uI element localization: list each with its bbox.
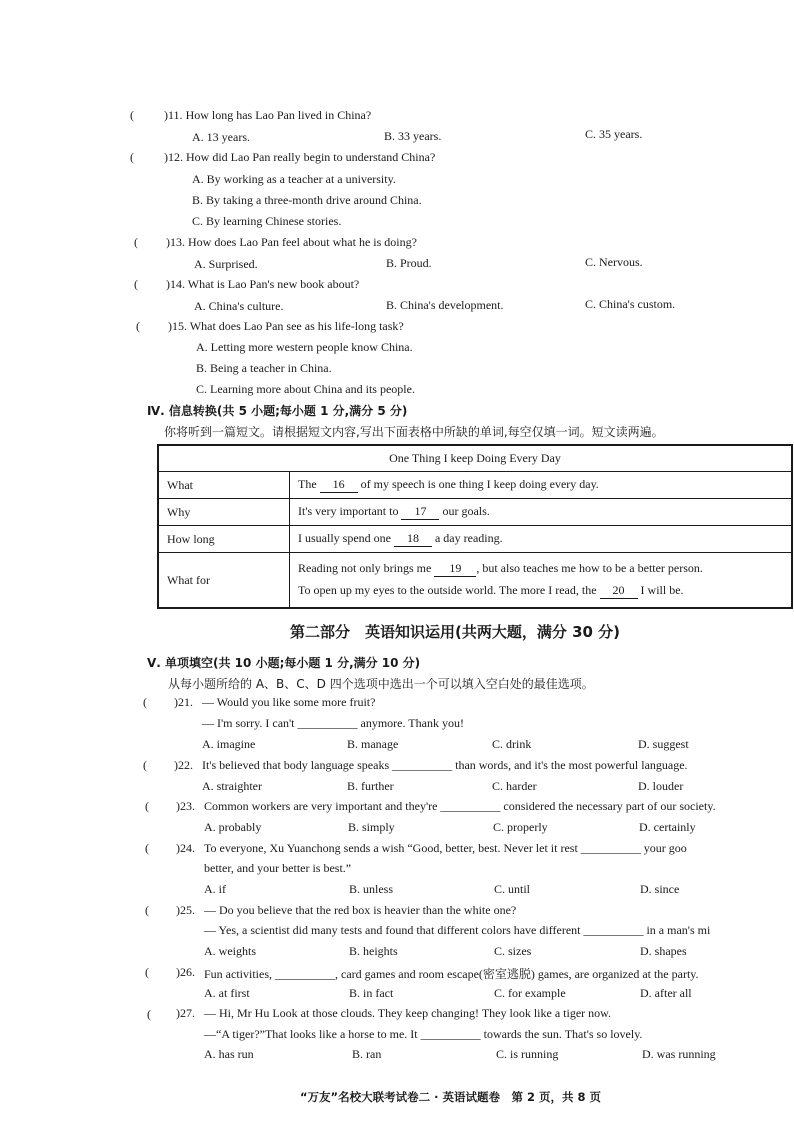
question-line: — Would you like some more fruit? bbox=[202, 695, 376, 709]
row-label: How long bbox=[158, 526, 290, 553]
option-c[interactable]: C. By learning Chinese stories. bbox=[192, 214, 342, 228]
option-b[interactable]: B. Being a teacher in China. bbox=[196, 361, 332, 375]
section-4-instruction: 你将听到一篇短文。请根据短文内容,写出下面表格中所缺的单词,每空仅填一词。短文读两遍。 bbox=[164, 425, 664, 439]
option-c[interactable]: C. China's custom. bbox=[585, 297, 676, 311]
page-footer: “万友”名校大联考试卷二 · 英语试题卷 第 2 页，共 8 页 bbox=[300, 1090, 602, 1104]
row-content: Reading not only brings me 19 , but also teaches me how to be a better person. To open up my eyes to the outside world. The more I read, the 20 I will be. bbox=[290, 553, 793, 609]
option-b[interactable]: B. heights bbox=[349, 944, 398, 958]
table-row bbox=[158, 553, 792, 609]
question-number: )24. bbox=[176, 841, 195, 855]
answer-paren[interactable]: ( bbox=[143, 758, 147, 772]
answer-paren[interactable]: ( bbox=[134, 277, 138, 291]
question-line: Fun activities, __________, card games and room escape(密室逃脱) games, are organized at the party. bbox=[204, 967, 699, 981]
question-line: —“A tiger?”That looks like a horse to me. It __________ towards the sun. That's so lovely. bbox=[204, 1027, 643, 1041]
question-number: )21. bbox=[174, 695, 193, 709]
option-b[interactable]: B. Proud. bbox=[386, 256, 432, 270]
question-line: Common workers are very important and they're __________ considered the necessary part of our society. bbox=[204, 799, 716, 813]
option-a[interactable]: A. if bbox=[204, 882, 226, 896]
option-b[interactable]: B. By taking a three-month drive around China. bbox=[192, 193, 422, 207]
question-stem: )15. What does Lao Pan see as his life-long task? bbox=[168, 319, 404, 333]
part-2-title: 第二部分 英语知识运用(共两大题，满分 30 分) bbox=[290, 623, 621, 641]
option-a[interactable]: A. Letting more western people know China. bbox=[196, 340, 413, 354]
option-a[interactable]: A. at first bbox=[204, 986, 250, 1000]
answer-paren[interactable]: ( bbox=[145, 799, 149, 813]
option-b[interactable]: B. 33 years. bbox=[384, 129, 442, 143]
row-content: I usually spend one 18 a day reading. bbox=[290, 526, 793, 553]
option-d[interactable]: D. shapes bbox=[640, 944, 687, 958]
table-row bbox=[158, 472, 792, 499]
option-a[interactable]: A. Surprised. bbox=[194, 257, 258, 271]
option-d[interactable]: D. since bbox=[640, 882, 680, 896]
row-label: Why bbox=[158, 499, 290, 526]
option-a[interactable]: A. straighter bbox=[202, 779, 262, 793]
option-c[interactable]: C. Learning more about China and its people. bbox=[196, 382, 415, 396]
question-number: )23. bbox=[176, 799, 195, 813]
option-c[interactable]: C. is running bbox=[496, 1047, 559, 1061]
info-table bbox=[157, 444, 793, 609]
question-stem: )12. How did Lao Pan really begin to understand China? bbox=[164, 150, 436, 164]
blank-17[interactable]: 17 bbox=[401, 504, 439, 520]
question-line: To everyone, Xu Yuanchong sends a wish “Good, better, best. Never let it rest __________ your goo bbox=[204, 841, 687, 855]
answer-paren[interactable]: ( bbox=[134, 235, 138, 249]
section-5-instruction: 从每小题所给的 A、B、C、D 四个选项中选出一个可以填入空白处的最佳选项。 bbox=[168, 677, 594, 691]
question-number: )26. bbox=[176, 965, 195, 979]
option-d[interactable]: D. certainly bbox=[639, 820, 696, 834]
option-a[interactable]: A. 13 years. bbox=[192, 130, 250, 144]
question-line: — Yes, a scientist did many tests and found that different colors have different __________ in a man's mi bbox=[204, 923, 711, 937]
row-label: What bbox=[158, 472, 290, 499]
question-line: — Hi, Mr Hu Look at those clouds. They keep changing! They look like a tiger now. bbox=[204, 1006, 612, 1020]
option-d[interactable]: D. louder bbox=[638, 779, 684, 793]
option-a[interactable]: A. probably bbox=[204, 820, 262, 834]
option-b[interactable]: B. in fact bbox=[349, 986, 394, 1000]
option-c[interactable]: C. sizes bbox=[494, 944, 532, 958]
question-stem: )11. How long has Lao Pan lived in China? bbox=[164, 108, 372, 122]
question-number: )22. bbox=[174, 758, 193, 772]
option-d[interactable]: D. was running bbox=[642, 1047, 716, 1061]
question-stem: )13. How does Lao Pan feel about what he is doing? bbox=[166, 235, 417, 249]
option-b[interactable]: B. ran bbox=[352, 1047, 382, 1061]
table-title: One Thing I keep Doing Every Day bbox=[158, 445, 792, 472]
blank-19[interactable]: 19 bbox=[434, 561, 476, 577]
blank-18[interactable]: 18 bbox=[394, 531, 432, 547]
option-a[interactable]: A. China's culture. bbox=[194, 299, 284, 313]
table-row bbox=[158, 499, 792, 526]
question-line: It's believed that body language speaks __________ than words, and it's the most powerful language. bbox=[202, 758, 688, 772]
option-a[interactable]: A. By working as a teacher at a university. bbox=[192, 172, 396, 186]
row-label: What for bbox=[158, 553, 290, 609]
option-d[interactable]: D. after all bbox=[640, 986, 692, 1000]
option-c[interactable]: C. until bbox=[494, 882, 531, 896]
option-c[interactable]: C. harder bbox=[492, 779, 537, 793]
question-stem: )14. What is Lao Pan's new book about? bbox=[166, 277, 360, 291]
option-c[interactable]: C. Nervous. bbox=[585, 255, 643, 269]
option-a[interactable]: A. weights bbox=[204, 944, 256, 958]
option-d[interactable]: D. suggest bbox=[638, 737, 689, 751]
answer-paren[interactable]: ( bbox=[145, 903, 149, 917]
option-c[interactable]: C. 35 years. bbox=[585, 127, 643, 141]
row-content: The 16 of my speech is one thing I keep doing every day. bbox=[290, 472, 793, 499]
answer-paren[interactable]: ( bbox=[136, 319, 140, 333]
option-b[interactable]: B. manage bbox=[347, 737, 399, 751]
question-line: — I'm sorry. I can't __________ anymore. Thank you! bbox=[202, 716, 464, 730]
answer-paren[interactable]: ( bbox=[130, 108, 134, 122]
section-4-heading: Ⅳ. 信息转换(共 5 小题;每小题 1 分,满分 5 分) bbox=[147, 404, 408, 418]
option-b[interactable]: B. unless bbox=[349, 882, 394, 896]
question-number: )25. bbox=[176, 903, 195, 917]
row-content: It's very important to 17 our goals. bbox=[290, 499, 793, 526]
answer-paren[interactable]: ( bbox=[143, 695, 147, 709]
option-a[interactable]: A. imagine bbox=[202, 737, 256, 751]
option-b[interactable]: B. China's development. bbox=[386, 298, 504, 312]
blank-16[interactable]: 16 bbox=[320, 477, 358, 493]
answer-paren[interactable]: ( bbox=[145, 965, 149, 979]
answer-paren[interactable]: ( bbox=[147, 1007, 151, 1021]
option-a[interactable]: A. has run bbox=[204, 1047, 254, 1061]
option-c[interactable]: C. properly bbox=[493, 820, 548, 834]
option-c[interactable]: C. for example bbox=[494, 986, 566, 1000]
option-b[interactable]: B. simply bbox=[348, 820, 395, 834]
option-c[interactable]: C. drink bbox=[492, 737, 532, 751]
question-line: — Do you believe that the red box is heavier than the white one? bbox=[204, 903, 517, 917]
section-5-heading: Ⅴ. 单项填空(共 10 小题;每小题 1 分,满分 10 分) bbox=[147, 656, 421, 670]
answer-paren[interactable]: ( bbox=[145, 841, 149, 855]
question-number: )27. bbox=[176, 1006, 195, 1020]
question-line: better, and your better is best.” bbox=[204, 861, 352, 875]
table-row bbox=[158, 526, 792, 553]
blank-20[interactable]: 20 bbox=[600, 583, 638, 599]
option-b[interactable]: B. further bbox=[347, 779, 394, 793]
answer-paren[interactable]: ( bbox=[130, 150, 134, 164]
